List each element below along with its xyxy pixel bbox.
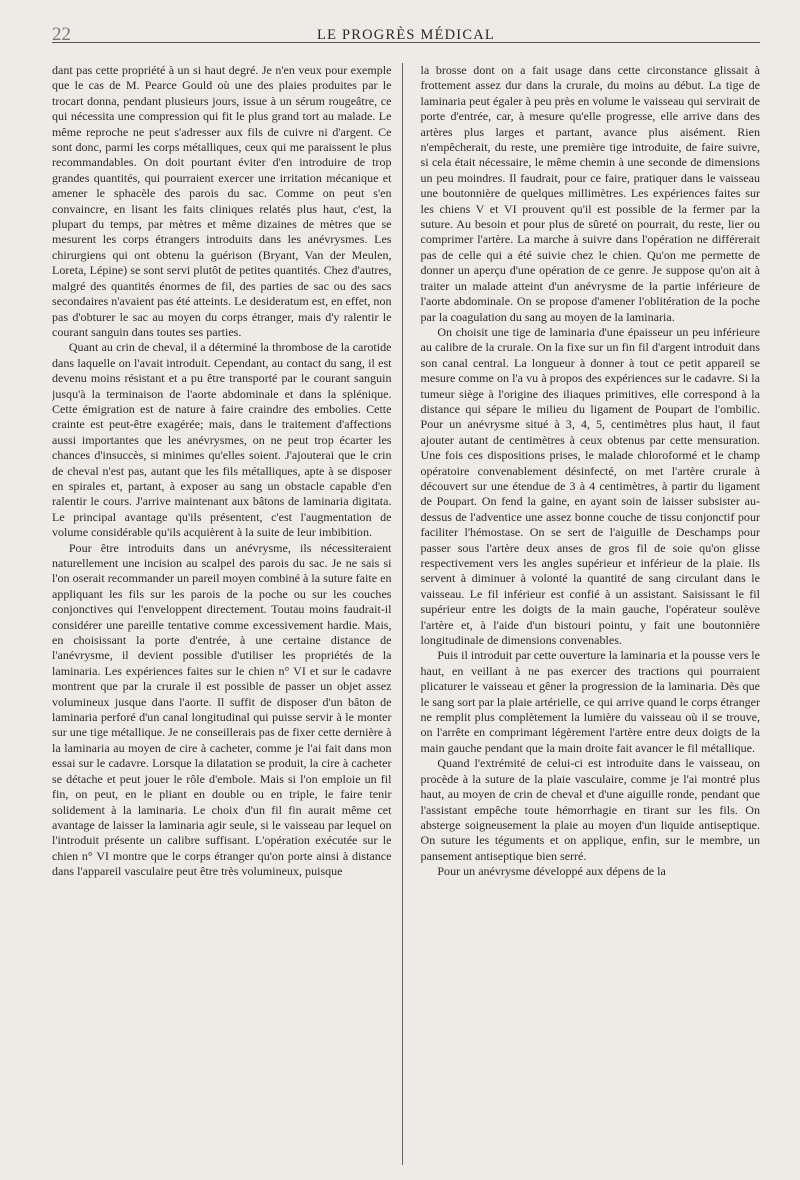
paragraph: dant pas cette propriété à un si haut degré. Je n'en veux pour exemple que le cas de M. Pearce Gould où une des plaies produites par le trocart donna, pendant plusieurs jours, issue à un sérum rougeâtre, ce qui nécessita une compression qui fit le plus grand tort au malade. Le même reproche ne peut s'adresser aux fils de cuivre ni d'argent. Ce sont donc, parmi les corps métalliques, ceux qui me paraissent le plus recommandables. On doit pourtant éviter d'en introduire de trop grandes quantités, qui pourraient exercer une irritation mécanique et amener le sphacèle des parois du sac. Comme on peut s'en convaincre, en lisant les faits cliniques relatés plus haut, c'est, la plupart du temps, par mètres et même dizaines de mètres que se mesurent les corps étrangers introduits dans les anévrysmes. Les chirurgiens qui ont obtenu la guérison (Bryant, Van der Meulen, Loreta, Lépine) se sont servi plutôt de petites quantités. Chez d'autres, malgré des quantités énormes de fil, des parties de sac ou des sacs secondaires n'avaient pas été atteints. Le desideratum est, en effet, non pas d'obturer le sac au moyen du corps étranger, mais d'y ralentir le courant sanguin dans toutes ses parties. <box>52 63 392 339</box>
page-header <box>52 0 760 43</box>
paragraph: la brosse dont on a fait usage dans cette circonstance glissait à frottement assez dur dans la crurale, du moins au début. La tige de laminaria peut égaler à peu près en volume le vaisseau qui servirait de porte d'entrée, car, à mesure qu'elle progresse, elle arrive dans des artères plus larges et partant, avance plus aisément. Rien n'empêcherait, du reste, une première tige introduite, de faire suivre, si cela était nécessaire, le même chemin à une seconde de dimensions un peu moindres. Il faudrait, pour ce faire, pratiquer dans le vaisseau une boutonnière de quelques millimètres. Les expériences faites sur les chiens V et VI prouvent qu'il est possible de la fermer par la suture. Au besoin et pour plus de sûreté on pourrait, du reste, lier ou comprimer l'artère. La marche à suivre dans l'opération ne différerait pas de celle qui a été suivie chez le chien. Qu'on me permette de donner un aperçu d'une opération de ce genre. Je suppose qu'on ait à traiter un malade atteint d'un anévrysme de la partie inférieure de l'aorte abdominale. On se propose d'amener l'oblitération de la poche par la coagulation du sang au moyen de la laminaria. <box>420 63 760 324</box>
paragraph: On choisit une tige de laminaria d'une épaisseur un peu inférieure au calibre de la crurale. On la fixe sur un fin fil d'argent introduit dans son canal central. La longueur à donner à tout ce petit appareil se mesure comme on l'a vu à propos des expériences sur le cadavre. Si la tumeur siège à l'origine des iliaques primitives, elle correspond à la distance qui sépare le milieu du ligament de Poupart de l'ombilic. Pour un anévrysme situé à 3, 4, 5, centimètres plus haut, il faut ajouter autant de centimètres à ceux obtenus par cette mensuration. Une fois ces dispositions prises, le malade chloroformé et le champ opératoire convenablement désinfecté, on met l'artère crurale à découvert sur une étendue de 3 à 4 centimètres, à partir du ligament de Poupart. On fend la gaine, en ayant soin de laisser subsister au-dessus de l'adventice une assez bonne couche de tissu conjonctif pour faciliter l'hémostase. On se sert de l'aiguille de Deschamps pour passer sous l'artère deux anses de gros fil de soie qu'on glisse respectivement vers les angles supérieur et inférieur de la plaie. Ils servent à diminuer à volonté la quantité de sang circulant dans le vaisseau. Le fil inférieur est confié à un assistant. Saisissant le fil supérieur entre les doigts de la main gauche, l'opérateur soulève l'artère et, à l'aide d'un bistouri pointu, y fait une boutonnière longitudinale de dimensions convenables. <box>420 324 760 648</box>
paragraph: Pour un anévrysme développé aux dépens de la <box>437 864 666 879</box>
left-column <box>52 63 403 1165</box>
right-column <box>419 63 761 1165</box>
paragraph: Puis il introduit par cette ouverture la laminaria et la pousse vers le haut, en veillant à ne pas exercer des tractions qui pourraient plicaturer le vaisseau et gêner la progression de la laminaria. Dès que le sang sort par la plaie artérielle, ce qui arrive quand le corps étranger ne remplit plus complètement la lumière du vaisseau où il se trouve, on l'arrête en comprimant légèrement l'artère entre deux doigts de la main gauche pendant que la main droite fait avancer le fil métallique. <box>420 648 760 755</box>
journal-title: LE PROGRÈS MÉDICAL <box>317 27 495 43</box>
paragraph: Quant au crin de cheval, il a déterminé la thrombose de la carotide dans laquelle on l'avait introduit. Cependant, au contact du sang, il est devenu moins résistant et a pu être transporté par le courant sanguin jusqu'à la terminaison de l'aorte abdominale et dans la splénique. Cette émigration est de nature à faire craindre des embolies. Cette crainte est peut-être exagérée; mais, dans le traitement d'affections aussi importantes que les anévrysmes, on ne peut trop écarter les chances d'insuccès, si minimes qu'elles soient. J'ajouterai que le crin de cheval n'est pas, autant que les fils métalliques, apte à se disposer en spirales et, partant, à exposer au sang un obstacle capable d'en ralentir le cours. J'arrive maintenant aux bâtons de laminaria digitata. Le principal avantage qu'ils présentent, c'est l'augmentation de volume considérable qu'ils acquièrent à la suite de leur imbibition. <box>52 340 392 540</box>
paragraph: Pour être introduits dans un anévrysme, ils nécessiteraient naturellement une incision au scalpel des parois du sac. Je ne sais si l'on oserait recommander un pareil moyen combiné à la suture faite en appliquant les fils sur les parois de la poche ou sur les couches conjonctives qui l'enveloppent directement. Toutau moins faudrait-il considérer une pareille tentative comme excessivement hardie. Mais, en choisissant la porte d'entrée, à une certaine distance de l'anévrysme, il devient possible d'utiliser les propriétés de la laminaria. Les expériences faites sur le chien n° VI et sur le cadavre montrent que par la crurale il est possible de passer un objet assez volumineux jusque dans l'aorte. Il suffit de disposer d'un bâton de laminaria perforé d'un canal longitudinal qui puisse servir à le monter sur une tige métallique. Je ne conseillerais pas de fixer cette dernière à la laminaria au moyen de cire à cacheter, comme je l'ai fait dans mon essai sur le cadavre. Lorsque la dilatation se produit, la cire à cacheter se détache et peut jouer le rôle d'embole. Mais si l'on emploie un fil fin, on peut, en le pliant en double ou en triple, le faire tenir solidement à la laminaria. Le choix d'un fil fin aurait même cet avantage de laisser la laminaria agir seule, si le vaisseau par lequel on l'introduit présente un calibre suffisant. L'opération exécutée sur le chien n° VI montre que le corps étranger qu'on porte ainsi à distance dans l'appareil vasculaire peut être très volumineux, puisque <box>52 540 392 879</box>
page-number: 22 <box>52 24 71 45</box>
paragraph: Quand l'extrémité de celui-ci est introduite dans le vaisseau, on procède à la suture de la plaie vasculaire, comme je l'ai montré plus haut, au moyen de crin de cheval et d'une aiguille ronde, pendant que l'assistant empêche toute hémorrhagie en tirant sur les fils. On absterge soigneusement la plaie au moyen d'un liquide antiseptique. On suture les téguments et on applique, enfin, sur le membre, un pansement antiseptique bien serré. <box>420 756 760 863</box>
text-columns <box>52 63 760 1165</box>
